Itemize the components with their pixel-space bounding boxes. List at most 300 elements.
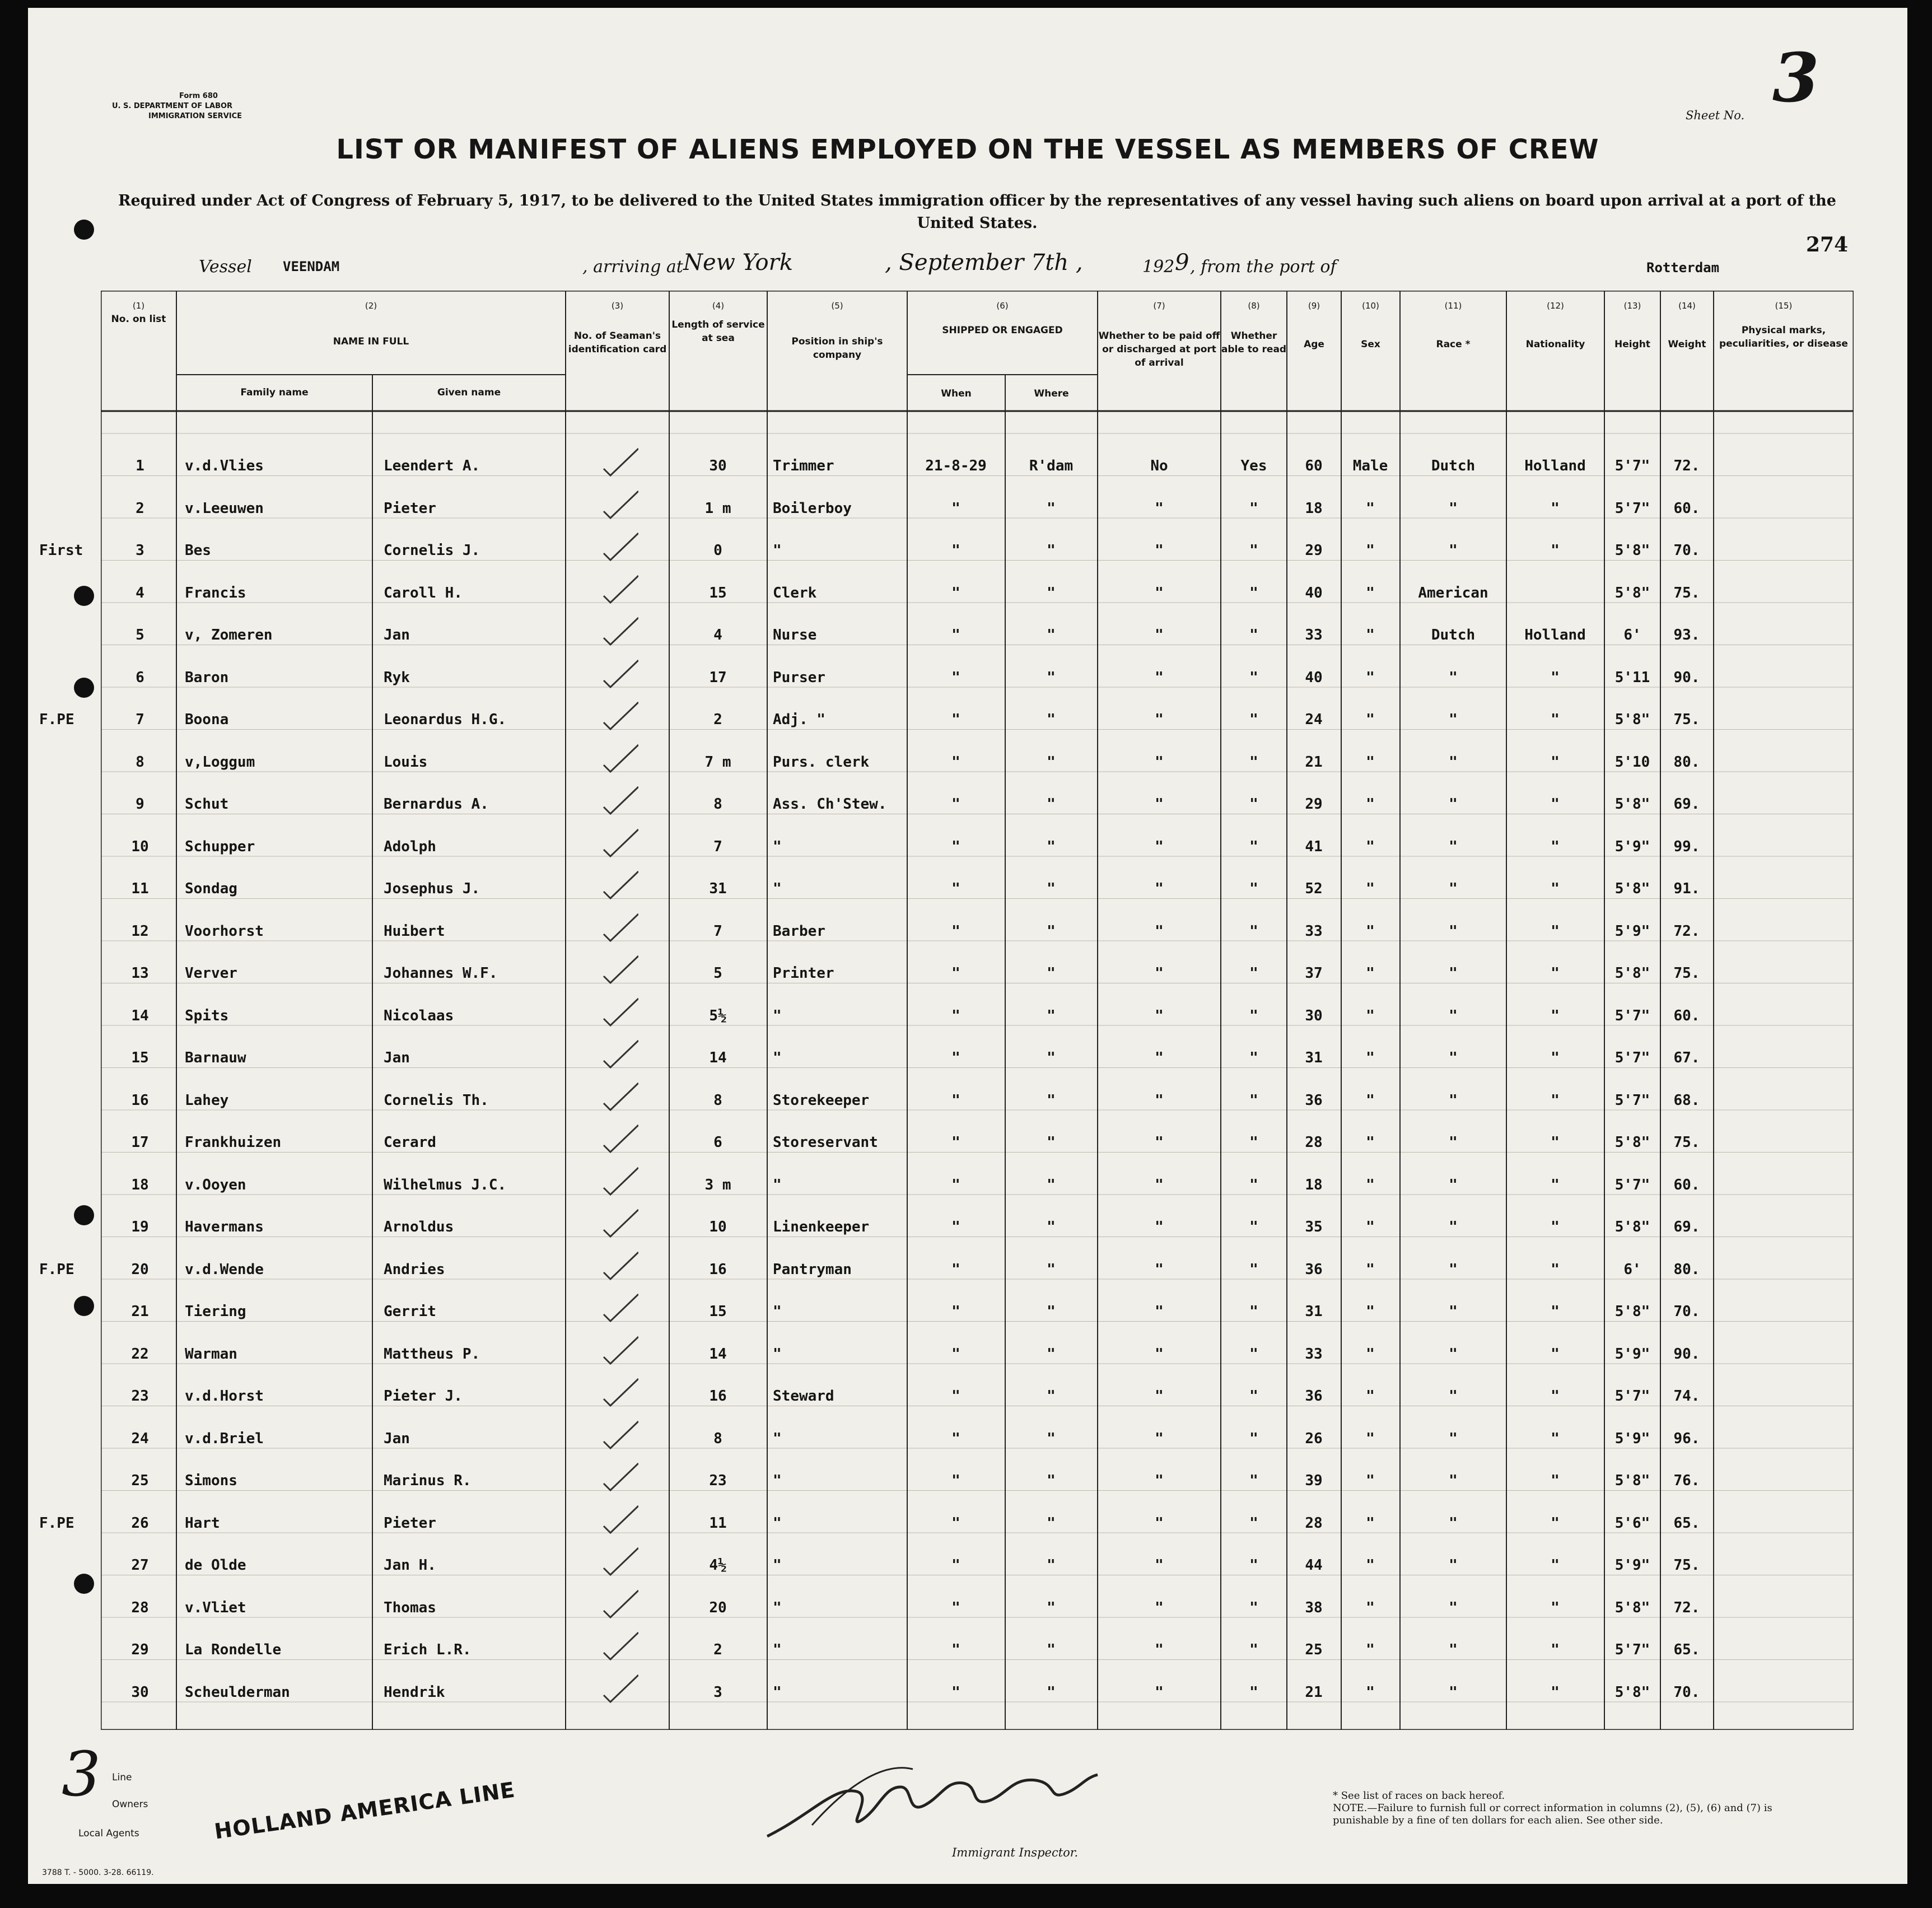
able-to-read: " — [1249, 627, 1258, 643]
height: 5'7" — [1614, 1007, 1650, 1024]
shipped-where: " — [1047, 796, 1056, 813]
row-number: 1 — [136, 458, 144, 474]
paid-off: " — [1155, 922, 1164, 940]
row-number: 23 — [131, 1388, 149, 1405]
race: " — [1449, 796, 1458, 813]
shipped-when: " — [951, 880, 960, 897]
check-mark-icon — [599, 489, 638, 523]
sex: " — [1366, 1599, 1375, 1616]
check-mark-icon — [599, 869, 638, 903]
weight: 74. — [1673, 1388, 1700, 1405]
length-of-service: 16 — [709, 1388, 727, 1405]
shipped-where: " — [1047, 838, 1056, 855]
able-to-read: " — [1249, 1388, 1258, 1405]
check-mark-icon — [599, 996, 638, 1030]
sex: " — [1366, 542, 1375, 559]
sex: " — [1366, 711, 1375, 728]
check-mark-icon — [599, 446, 638, 480]
age: 38 — [1305, 1599, 1323, 1616]
paid-off: " — [1155, 1514, 1164, 1532]
paid-off: " — [1155, 1683, 1164, 1701]
punch-hole — [74, 1205, 94, 1225]
age: 35 — [1305, 1219, 1323, 1235]
height: 5'8" — [1614, 1599, 1650, 1616]
length-of-service: 5½ — [709, 1007, 727, 1024]
age: 44 — [1305, 1557, 1323, 1574]
race: " — [1449, 1683, 1458, 1701]
paid-off: " — [1155, 1219, 1164, 1235]
nationality: " — [1551, 1261, 1560, 1278]
height: 5'11 — [1614, 669, 1650, 686]
given-name: Cornelis Th. — [384, 1091, 489, 1109]
shipped-where: " — [1047, 1514, 1056, 1532]
length-of-service: 4½ — [709, 1557, 727, 1574]
col-header-service: (4) Length of service at sea — [671, 301, 765, 344]
family-name: v.d.Horst — [185, 1388, 264, 1405]
given-name: Hendrik — [384, 1683, 445, 1701]
nationality: " — [1551, 965, 1560, 982]
sex: " — [1366, 796, 1375, 813]
sex: " — [1366, 753, 1375, 771]
able-to-read: " — [1249, 880, 1258, 897]
age: 18 — [1305, 500, 1323, 517]
weight: 70. — [1673, 542, 1700, 559]
weight: 75. — [1673, 711, 1700, 728]
sex: " — [1366, 1472, 1375, 1489]
able-to-read: " — [1249, 1599, 1258, 1616]
able-to-read: " — [1249, 1557, 1258, 1574]
check-mark-icon — [599, 954, 638, 987]
shipped-when: " — [951, 500, 960, 517]
shipped-when: " — [951, 1345, 960, 1363]
length-of-service: 7 — [713, 838, 722, 855]
check-mark-icon — [599, 912, 638, 945]
able-to-read: " — [1249, 796, 1258, 813]
nationality: " — [1551, 1683, 1560, 1701]
race: " — [1449, 542, 1458, 559]
shipped-when: " — [951, 1514, 960, 1532]
race: American — [1418, 584, 1488, 601]
weight: 80. — [1673, 753, 1700, 771]
length-of-service: 20 — [709, 1599, 727, 1616]
shipped-when: " — [951, 1683, 960, 1701]
able-to-read: " — [1249, 584, 1258, 601]
weight: 75. — [1673, 584, 1700, 601]
able-to-read: " — [1249, 753, 1258, 771]
position: Storeservant — [773, 1134, 878, 1151]
col-header-nationality: (12) Nationality — [1525, 301, 1585, 350]
able-to-read: " — [1249, 669, 1258, 686]
sex: " — [1366, 500, 1375, 517]
height: 5'7" — [1614, 1388, 1650, 1405]
shipped-where: " — [1047, 1557, 1056, 1574]
nationality: " — [1551, 542, 1560, 559]
given-name: Jan — [384, 627, 410, 643]
height: 5'6" — [1614, 1514, 1650, 1532]
family-name: v, Zomeren — [185, 627, 273, 643]
paid-off: " — [1155, 796, 1164, 813]
length-of-service: 8 — [713, 1091, 722, 1109]
margin-sheet-number: 3 — [62, 1738, 101, 1810]
shipped-when: " — [951, 711, 960, 728]
col-header-shipped: (6) SHIPPED OR ENGAGED — [942, 301, 1063, 336]
position: " — [773, 1176, 782, 1193]
length-of-service: 2 — [713, 711, 722, 728]
height: 5'7" — [1614, 1176, 1650, 1193]
shipped-when: " — [951, 1430, 960, 1447]
row-number: 24 — [131, 1430, 149, 1447]
height: 5'8" — [1614, 1219, 1650, 1235]
paid-off: " — [1155, 1091, 1164, 1109]
family-name: Schupper — [185, 838, 255, 855]
able-to-read: " — [1249, 922, 1258, 940]
row-prefix: F.PE — [39, 1261, 74, 1278]
paid-off: " — [1155, 880, 1164, 897]
position: Steward — [773, 1388, 834, 1405]
paid-off: " — [1155, 584, 1164, 601]
paid-off: " — [1155, 1472, 1164, 1489]
able-to-read: " — [1249, 1303, 1258, 1320]
length-of-service: 6 — [713, 1134, 722, 1151]
age: 25 — [1305, 1641, 1323, 1658]
age: 30 — [1305, 1007, 1323, 1024]
able-to-read: " — [1249, 1430, 1258, 1447]
sex: Male — [1352, 458, 1388, 474]
shipped-where: " — [1047, 965, 1056, 982]
row-number: 21 — [131, 1303, 149, 1320]
check-mark-icon — [599, 1673, 638, 1706]
nationality: " — [1551, 1514, 1560, 1532]
position: Nurse — [773, 627, 817, 643]
col-header-name: (2) NAME IN FULL — [333, 301, 409, 347]
col-header-sex: (10) Sex — [1361, 301, 1380, 350]
given-name: Adolph — [384, 838, 436, 855]
position: " — [773, 1514, 782, 1532]
given-name: Cerard — [384, 1134, 436, 1151]
given-name: Bernardus A. — [384, 796, 489, 813]
sex: " — [1366, 669, 1375, 686]
height: 5'8" — [1614, 1134, 1650, 1151]
shipped-when: " — [951, 965, 960, 982]
sex: " — [1366, 1007, 1375, 1024]
check-mark-icon — [599, 1038, 638, 1072]
age: 40 — [1305, 669, 1323, 686]
check-mark-icon — [599, 573, 638, 607]
given-name: Louis — [384, 753, 428, 771]
paid-off: " — [1155, 500, 1164, 517]
height: 5'8" — [1614, 542, 1650, 559]
col-header-age: (9) Age — [1304, 301, 1324, 350]
sex: " — [1366, 1430, 1375, 1447]
given-name: Cornelis J. — [384, 542, 480, 559]
length-of-service: 3 m — [704, 1176, 731, 1193]
family-name: Verver — [185, 965, 237, 982]
paid-off: " — [1155, 1303, 1164, 1320]
weight: 60. — [1673, 500, 1700, 517]
given-name: Wilhelmus J.C. — [384, 1176, 507, 1193]
sheet-number: 3 — [1772, 39, 1819, 118]
row-number: 20 — [131, 1261, 149, 1278]
col-header-when: When — [941, 388, 972, 399]
age: 36 — [1305, 1388, 1323, 1405]
age: 60 — [1305, 458, 1323, 474]
weight: 91. — [1673, 880, 1700, 897]
check-mark-icon — [599, 743, 638, 776]
family-name: Spits — [185, 1007, 229, 1024]
check-mark-icon — [599, 1377, 638, 1410]
family-name: v.d.Briel — [185, 1430, 264, 1447]
note-races: * See list of races on back hereof. — [1333, 1790, 1505, 1802]
row-number: 27 — [131, 1557, 149, 1574]
weight: 69. — [1673, 796, 1700, 813]
check-mark-icon — [599, 1588, 638, 1622]
family-name: Schut — [185, 796, 229, 813]
race: " — [1449, 711, 1458, 728]
race: Dutch — [1431, 458, 1476, 474]
shipped-when: " — [951, 1134, 960, 1151]
sex: " — [1366, 1134, 1375, 1151]
row-number: 18 — [131, 1176, 149, 1193]
holland-america-stamp: HOLLAND AMERICA LINE — [213, 1777, 517, 1844]
nationality: " — [1551, 711, 1560, 728]
sex: " — [1366, 1641, 1375, 1658]
position: Printer — [773, 965, 834, 982]
inspector-label: Immigrant Inspector. — [952, 1846, 1079, 1859]
height: 5'7" — [1614, 1091, 1650, 1109]
nationality: " — [1551, 669, 1560, 686]
row-number: 16 — [131, 1091, 149, 1109]
row-number: 2 — [136, 500, 144, 517]
able-to-read: " — [1249, 711, 1258, 728]
nationality: " — [1551, 753, 1560, 771]
punch-hole — [74, 1296, 94, 1316]
able-to-read: " — [1249, 1514, 1258, 1532]
family-name: Bes — [185, 542, 211, 559]
check-mark-icon — [599, 1081, 638, 1114]
able-to-read: " — [1249, 1219, 1258, 1235]
shipped-when: 21-8-29 — [925, 458, 987, 474]
shipped-when: " — [951, 1303, 960, 1320]
paid-off: " — [1155, 1176, 1164, 1193]
page-subtitle: Required under Act of Congress of February 5, 1917, to be delivered to the United States immigration officer by the representatives of any vessel having such aliens on board upon arrival at a port of the United States. — [118, 192, 1836, 232]
family-name: Lahey — [185, 1091, 229, 1109]
length-of-service: 15 — [709, 1303, 727, 1320]
given-name: Nicolaas — [384, 1007, 454, 1024]
shipped-when: " — [951, 922, 960, 940]
shipped-where: " — [1047, 1007, 1056, 1024]
col-header-physical: (15) Physical marks, peculiarities, or disease — [1719, 301, 1848, 349]
given-name: Jan — [384, 1049, 410, 1066]
race: " — [1449, 1091, 1458, 1109]
race: " — [1449, 1219, 1458, 1235]
row-number: 4 — [136, 584, 144, 601]
race: " — [1449, 1388, 1458, 1405]
able-to-read: " — [1249, 965, 1258, 982]
age: 33 — [1305, 1345, 1323, 1363]
able-to-read: " — [1249, 1641, 1258, 1658]
check-mark-icon — [599, 1504, 638, 1537]
age: 18 — [1305, 1176, 1323, 1193]
height: 6' — [1623, 1261, 1641, 1278]
family-name: Havermans — [185, 1219, 264, 1235]
length-of-service: 30 — [709, 458, 727, 474]
sex: " — [1366, 1261, 1375, 1278]
paid-off: " — [1155, 542, 1164, 559]
shipped-when: " — [951, 1176, 960, 1193]
age: 29 — [1305, 796, 1323, 813]
length-of-service: 5 — [713, 965, 722, 982]
race: " — [1449, 1007, 1458, 1024]
paid-off: " — [1155, 1049, 1164, 1066]
row-number: 12 — [131, 922, 149, 940]
nationality: " — [1551, 500, 1560, 517]
shipped-where: " — [1047, 1219, 1056, 1235]
paid-off: " — [1155, 1261, 1164, 1278]
shipped-when: " — [951, 627, 960, 643]
family-name: Simons — [185, 1472, 237, 1489]
age: 39 — [1305, 1472, 1323, 1489]
given-name: Mattheus P. — [384, 1345, 480, 1363]
position: Linenkeeper — [773, 1219, 870, 1235]
weight: 99. — [1673, 838, 1700, 855]
paid-off: " — [1155, 965, 1164, 982]
given-name: Arnoldus — [384, 1219, 454, 1235]
nationality: " — [1551, 1641, 1560, 1658]
age: 28 — [1305, 1134, 1323, 1151]
sex: " — [1366, 1514, 1375, 1532]
height: 5'10 — [1614, 753, 1650, 771]
race: " — [1449, 922, 1458, 940]
race: " — [1449, 1641, 1458, 1658]
position: " — [773, 880, 782, 897]
position: Barber — [773, 922, 825, 940]
paid-off: " — [1155, 669, 1164, 686]
nationality: " — [1551, 1219, 1560, 1235]
given-name: Gerrit — [384, 1303, 436, 1320]
row-number: 13 — [131, 965, 149, 982]
position: Boilerboy — [773, 500, 852, 517]
able-to-read: " — [1249, 1472, 1258, 1489]
age: 52 — [1305, 880, 1323, 897]
nationality: " — [1551, 1557, 1560, 1574]
height: 5'8" — [1614, 965, 1650, 982]
check-mark-icon — [599, 1292, 638, 1326]
nationality: " — [1551, 1599, 1560, 1616]
height: 5'9" — [1614, 838, 1650, 855]
race: " — [1449, 1557, 1458, 1574]
family-name: v.d.Wende — [185, 1261, 264, 1278]
race: " — [1449, 1345, 1458, 1363]
punch-hole — [74, 678, 94, 698]
shipped-when: " — [951, 1091, 960, 1109]
sex: " — [1366, 584, 1375, 601]
able-to-read: " — [1249, 1683, 1258, 1701]
paid-off: No — [1150, 458, 1168, 474]
page-number: 274 — [1806, 233, 1849, 256]
shipped-when: " — [951, 584, 960, 601]
row-number: 25 — [131, 1472, 149, 1489]
age: 33 — [1305, 627, 1323, 643]
length-of-service: 14 — [709, 1345, 727, 1363]
shipped-when: " — [951, 753, 960, 771]
col-header-weight: (14) Weight — [1668, 301, 1706, 350]
service-label: IMMIGRATION SERVICE — [148, 112, 242, 120]
weight: 67. — [1673, 1049, 1700, 1066]
weight: 90. — [1673, 1345, 1700, 1363]
age: 31 — [1305, 1303, 1323, 1320]
row-number: 15 — [131, 1049, 149, 1066]
weight: 70. — [1673, 1683, 1700, 1701]
able-to-read: " — [1249, 542, 1258, 559]
able-to-read: " — [1249, 1007, 1258, 1024]
nationality: " — [1551, 1049, 1560, 1066]
family-name: v.d.Vlies — [185, 458, 264, 474]
sheet-label: Sheet No. — [1686, 109, 1745, 122]
shipped-when: " — [951, 542, 960, 559]
given-name: Marinus R. — [384, 1472, 472, 1489]
shipped-where: " — [1047, 1091, 1056, 1109]
weight: 93. — [1673, 627, 1700, 643]
from-label: , from the port of — [1190, 257, 1337, 277]
col-header-position: (5) Position in ship's company — [791, 301, 883, 361]
given-name: Pieter J. — [384, 1388, 463, 1405]
given-name: Johannes W.F. — [384, 965, 498, 982]
position: " — [773, 1557, 782, 1574]
row-number: 8 — [136, 753, 144, 771]
nationality: " — [1551, 1091, 1560, 1109]
position: " — [773, 1599, 782, 1616]
row-number: 11 — [131, 880, 149, 897]
given-name: Andries — [384, 1261, 445, 1278]
position: " — [773, 838, 782, 855]
sex: " — [1366, 880, 1375, 897]
department-label: U. S. DEPARTMENT OF LABOR — [112, 102, 233, 110]
position: " — [773, 1641, 782, 1658]
race: " — [1449, 838, 1458, 855]
nationality: " — [1551, 922, 1560, 940]
position: Storekeeper — [773, 1091, 870, 1109]
paid-off: " — [1155, 1599, 1164, 1616]
length-of-service: 3 — [713, 1683, 722, 1701]
owners-label: Owners — [112, 1799, 148, 1810]
position: Clerk — [773, 584, 817, 601]
weight: 75. — [1673, 965, 1700, 982]
length-of-service: 8 — [713, 796, 722, 813]
punch-hole — [74, 220, 94, 240]
row-number: 6 — [136, 669, 144, 686]
age: 31 — [1305, 1049, 1323, 1066]
check-mark-icon — [599, 615, 638, 649]
row-number: 5 — [136, 627, 144, 643]
given-name: Jan H. — [384, 1557, 436, 1574]
shipped-when: " — [951, 1261, 960, 1278]
weight: 70. — [1673, 1303, 1700, 1320]
line-label: Line — [112, 1772, 132, 1783]
weight: 72. — [1673, 458, 1700, 474]
row-prefix: F.PE — [39, 711, 74, 728]
weight: 60. — [1673, 1007, 1700, 1024]
row-number: 30 — [131, 1683, 149, 1701]
length-of-service: 7 — [713, 922, 722, 940]
length-of-service: 14 — [709, 1049, 727, 1066]
height: 5'9" — [1614, 1430, 1650, 1447]
height: 5'9" — [1614, 1345, 1650, 1363]
race: " — [1449, 1261, 1458, 1278]
race: " — [1449, 1176, 1458, 1193]
height: 6' — [1623, 627, 1641, 643]
nationality: Holland — [1524, 627, 1586, 643]
position: Trimmer — [773, 458, 834, 474]
